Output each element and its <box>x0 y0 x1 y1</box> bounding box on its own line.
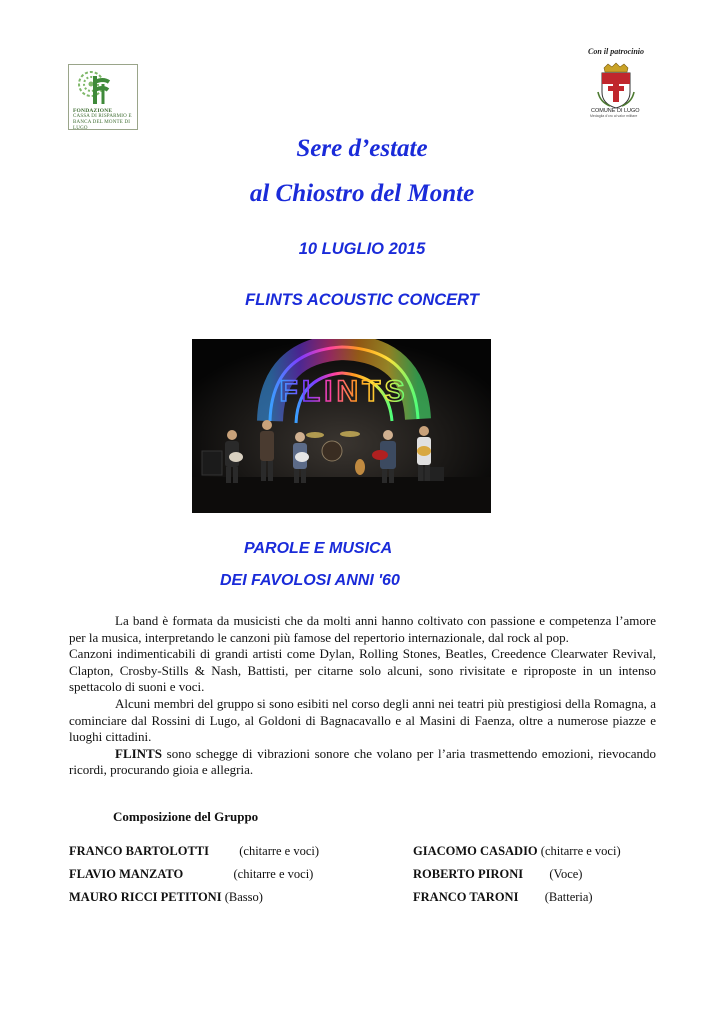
member-name: MAURO RICCI PETITONI <box>69 890 222 904</box>
member-role: (chitarre e voci) <box>540 844 621 858</box>
title-line2: al Chiostro del Monte <box>249 180 475 207</box>
tagline-2: DEI FAVOLOSI ANNI '60 <box>220 572 400 589</box>
foundation-emblem-icon <box>73 68 133 108</box>
composition-title: Composizione del Gruppo <box>113 809 259 824</box>
member-row <box>413 890 593 905</box>
band-photo <box>192 339 491 513</box>
foundation-name <box>73 108 137 132</box>
member-name: FLAVIO MANZATO <box>69 867 184 881</box>
photo-sign: FLINTS <box>279 375 409 408</box>
tagline-1: PAROLE E MUSICA <box>244 540 393 557</box>
member-row <box>413 867 582 882</box>
member-name: ROBERTO PIRONI <box>413 867 524 881</box>
event-date: 10 LUGLIO 2015 <box>298 240 426 258</box>
member-row <box>69 844 319 859</box>
patronage-label: Con il patrocinio <box>588 47 645 56</box>
foundation-line2: CASSA DI RISPARMIO E <box>73 114 132 119</box>
member-row <box>413 844 621 859</box>
comune-crest-icon <box>596 62 636 110</box>
member-row <box>69 867 313 882</box>
member-row <box>69 890 263 905</box>
member-name: FRANCO TARONI <box>413 890 519 904</box>
member-name: GIACOMO CASADIO <box>413 844 538 858</box>
foundation-line1: FONDAZIONE <box>73 108 113 114</box>
paragraph-4 <box>69 746 656 779</box>
foundation-line3: BANCA DEL MONTE DI LUGO <box>73 120 131 131</box>
comune-label: COMUNE DI LUGO <box>591 108 640 114</box>
band-name-bold: FLINTS <box>115 745 162 761</box>
comune-subtitle: Medaglia d'oro al valor militare <box>590 114 638 118</box>
paragraph-2: Canzoni indimenticabili di grandi artisti come Dylan, Rolling Stones, Beatles, Creedence Clearwater Revival, Clapton, Crosby-Stills & Nash, Battisti, per citarne solo alcuni, sono rivisitate e riproposte in un intenso spettacolo di suoni e voci. <box>69 646 656 695</box>
paragraph-1: La band è formata da musicisti che da molti anni hanno coltivato con passione e competenza l’amore per la musica, interpretando le canzoni più famose del repertorio internazionale, dal rock al pop. <box>69 613 656 645</box>
member-role: (Basso) <box>224 890 263 904</box>
description <box>69 613 656 779</box>
paragraph-3: Alcuni membri del gruppo si sono esibiti nel corso degli anni nei teatri più prestigiosi della Romagna, a cominciare dal Rossini di Lugo, al Goldoni di Bagnacavallo e al Masini di Faenza, oltre a numerose piazze e luoghi cittadini. <box>69 695 656 745</box>
event-name: FLINTS ACOUSTIC CONCERT <box>245 291 479 309</box>
paragraph-4-text: sono schegge di vibrazioni sonore che volano per l’aria trasmettendo emozioni, rievocando ricordi, procurando gioia e allegria. <box>69 745 656 778</box>
member-role: (chitarre e voci) <box>233 867 314 881</box>
title-line1: Sere d’estate <box>296 135 428 162</box>
member-role: (Batteria) <box>544 890 593 904</box>
foundation-logo <box>68 64 138 130</box>
member-name: FRANCO BARTOLOTTI <box>69 844 209 858</box>
member-role: (Voce) <box>549 867 583 881</box>
member-role: (chitarre e voci) <box>239 844 320 858</box>
